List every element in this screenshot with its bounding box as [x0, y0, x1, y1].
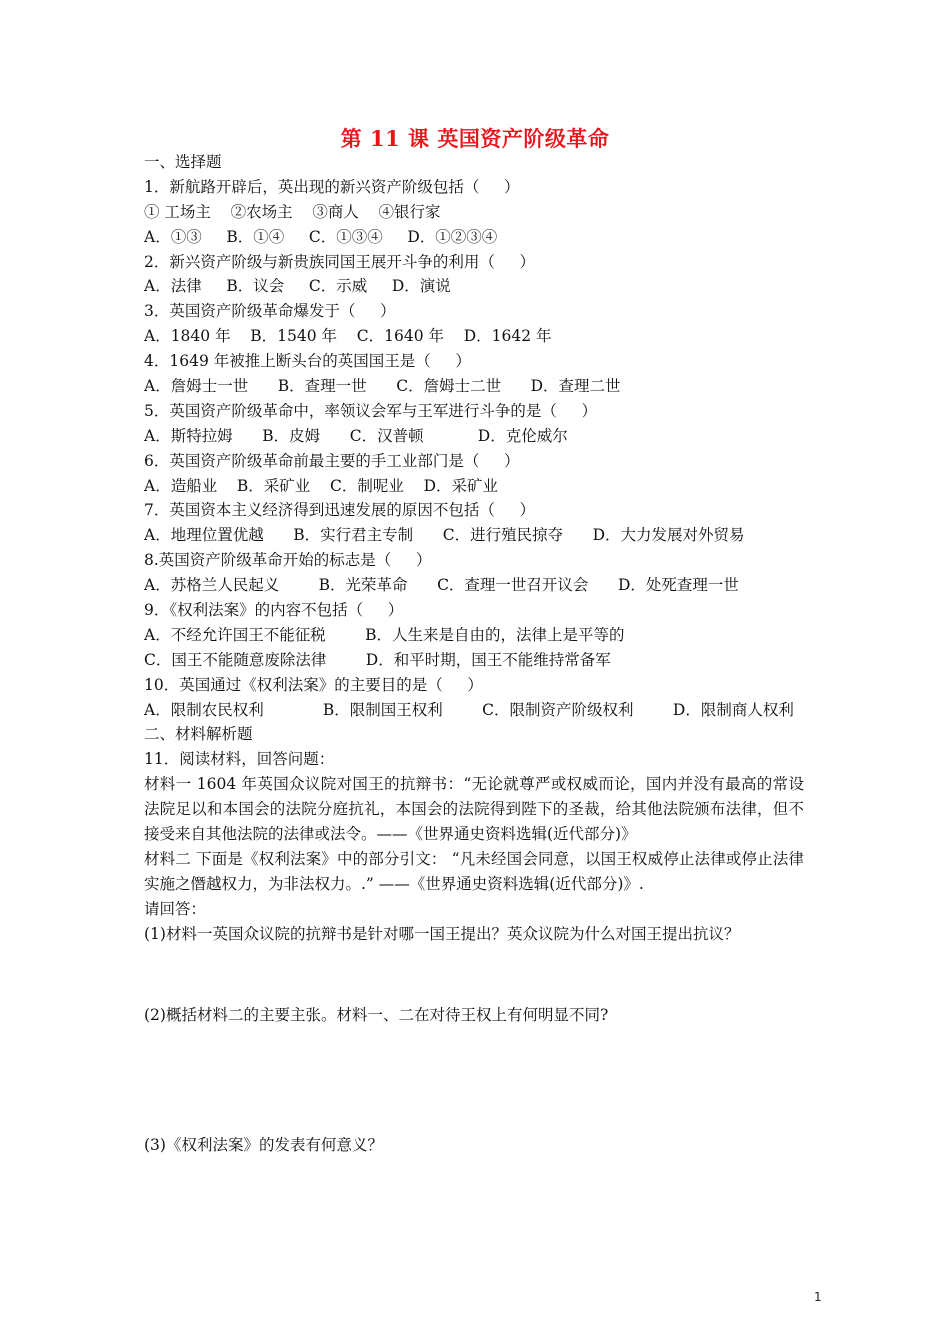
material-intro: 11．阅读材料，回答问题： [144, 750, 335, 769]
page-number: 1 [814, 1290, 822, 1304]
answer-space [144, 1027, 804, 1133]
question-line: A．地理位置优越 B．实行君主专制 C．进行殖民掠夺 D．大力发展对外贸易 [144, 526, 745, 545]
question-line: 6．英国资产阶级革命前最主要的手工业部门是（ ） [144, 451, 520, 470]
question-line: 2．新兴资产阶级与新贵族同国王展开斗争的利用（ ） [144, 252, 535, 271]
question-line: A．詹姆士一世 B．查理一世 C．詹姆士二世 D．查理二世 [144, 377, 621, 396]
question-line: 7．英国资本主义经济得到迅速发展的原因不包括（ ） [144, 501, 535, 520]
question-line: A．造船业 B．采矿业 C．制呢业 D．采矿业 [144, 476, 498, 495]
answer-space [144, 947, 804, 1003]
choice-questions [144, 175, 804, 723]
question-line: 4．1649 年被推上断头台的英国国王是（ ） [144, 352, 471, 371]
section-heading-choice: 一、选择题 [144, 153, 222, 171]
section-heading-material: 二、材料解析题 [144, 725, 253, 744]
question-line: 3．英国资产阶级革命爆发于（ ） [144, 302, 396, 321]
question-line: A．苏格兰人民起义 B．光荣革命 C．查理一世召开议会 D．处死查理一世 [144, 576, 739, 595]
question-line: A．不经允许国王不能征税 B．人生来是自由的，法律上是平等的 [144, 625, 625, 644]
sub-question-1: (1)材料一英国众议院的抗辩书是针对哪一国王提出？英众议院为什么对国王提出抗议？ [144, 924, 740, 943]
question-line: 5．英国资产阶级革命中，率领议会军与王军进行斗争的是（ ） [144, 401, 597, 420]
material-one: 材料一 1604 年英国众议院对国王的抗辩书：“无论就尊严或权威而论，国内并没有最高的常设法院足以和本国会的法院分庭抗礼，本国会的法院得到陛下的圣裁，给其他法院颁布法律，但不接受来自其他法院的法律或法令。——《世界通史资料选辑(近代部分)》 [144, 775, 804, 844]
document-body [144, 150, 804, 1158]
question-line: A．斯特拉姆 B．皮姆 C．汉普顿 D．克伦威尔 [144, 426, 568, 445]
answer-prompt: 请回答： [144, 899, 207, 918]
sub-question-3: (3)《权利法案》的发表有何意义？ [144, 1136, 383, 1155]
question-line: A．限制农民权利 B．限制国王权利 C．限制资产阶级权利 D．限制商人权利 [144, 700, 794, 719]
sub-question-2: (2)概括材料二的主要主张。材料一、二在对待王权上有何明显不同? [144, 1005, 609, 1024]
question-line: C．国王不能随意废除法律 D．和平时期，国王不能维持常备军 [144, 650, 611, 669]
question-line: ① 工场主 ②农场主 ③商人 ④银行家 [144, 202, 441, 221]
page-title: 第 11 课 英国资产阶级革命 [340, 126, 610, 151]
question-line: 10．英国通过《权利法案》的主要目的是（ ） [144, 675, 483, 694]
question-line: 9．《权利法案》的内容不包括（ ） [144, 601, 404, 620]
question-line: A．法律 B．议会 C．示威 D．演说 [144, 277, 451, 296]
question-line: 1．新航路开辟后，英出现的新兴资产阶级包括（ ） [144, 177, 520, 196]
material-two: 材料二 下面是《权利法案》中的部分引文： “凡未经国会同意，以国王权威停止法律或停止法律实施之僭越权力，为非法权力。.” ——《世界通史资料选辑(近代部分)》. [144, 849, 804, 893]
question-line: A．①③ B．①④ C．①③④ D．①②③④ [144, 227, 498, 246]
question-line: 8.英国资产阶级革命开始的标志是（ ） [144, 551, 432, 570]
question-line: A．1840 年 B．1540 年 C．1640 年 D．1642 年 [144, 327, 552, 346]
